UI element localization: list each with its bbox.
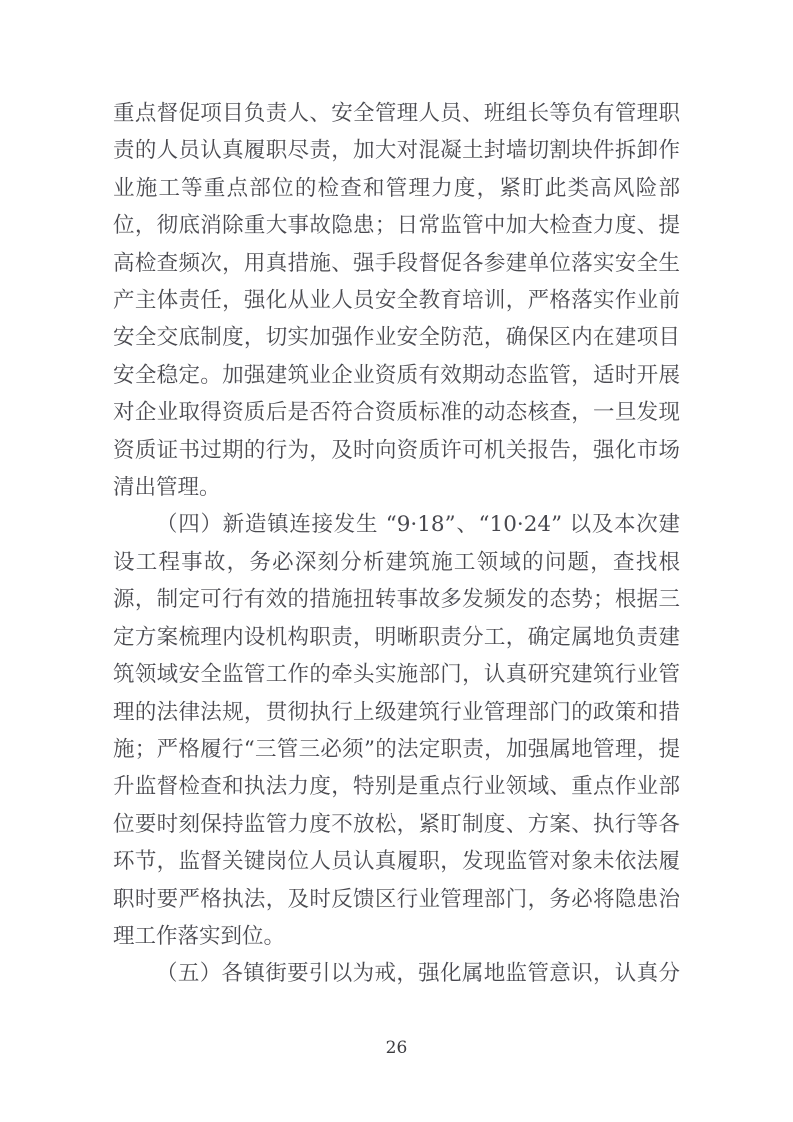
paragraph-item-4: （四）新造镇连接发生 “9·18”、“10·24” 以及本次建设工程事故，务必深刻分析建筑施工领域的问题，查找根源，制定可行有效的措施扭转事故多发频发的态势；根据三定方案梳理内设机构职责，明晰职责分工，确定属地负责建筑领域安全监管工作的牵头实施部门，认真研究建筑行业管理的法律法规，贯彻执行上级建筑行业管理部门的政策和措施；严格履行“三管三必须”的法定职责，加强属地管理，提升监督检查和执法力度，特别是重点行业领域、重点作业部位要时刻保持监管力度不放松，紧盯制度、方案、执行等各环节，监督关键岗位人员认真履职，发现监管对象未依法履职时要严格执法，及时反馈区行业管理部门，务必将隐患治理工作落实到位。 bbox=[113, 512, 680, 949]
document-body bbox=[113, 95, 680, 993]
page-number: 26 bbox=[385, 1038, 408, 1058]
paragraph-continuation: 重点督促项目负责人、安全管理人员、班组长等负有管理职责的人员认真履职尽责，加大对混凝土封墙切割块件拆卸作业施工等重点部位的检查和管理力度，紧盯此类高风险部位，彻底消除重大事故隐患；日常监管中加大检查力度、提高检查频次，用真措施、强手段督促各参建单位落实安全生产主体责任，强化从业人员安全教育培训，严格落实作业前安全交底制度，切实加强作业安全防范，确保区内在建项目安全稳定。加强建筑业企业资质有效期动态监管，适时开展对企业取得资质后是否符合资质标准的动态核查，一旦发现资质证书过期的行为，及时向资质许可机关报告，强化市场清出管理。 bbox=[113, 101, 680, 501]
paragraph-item-5: （五）各镇街要引以为戒，强化属地监管意识，认真分 bbox=[156, 961, 680, 987]
